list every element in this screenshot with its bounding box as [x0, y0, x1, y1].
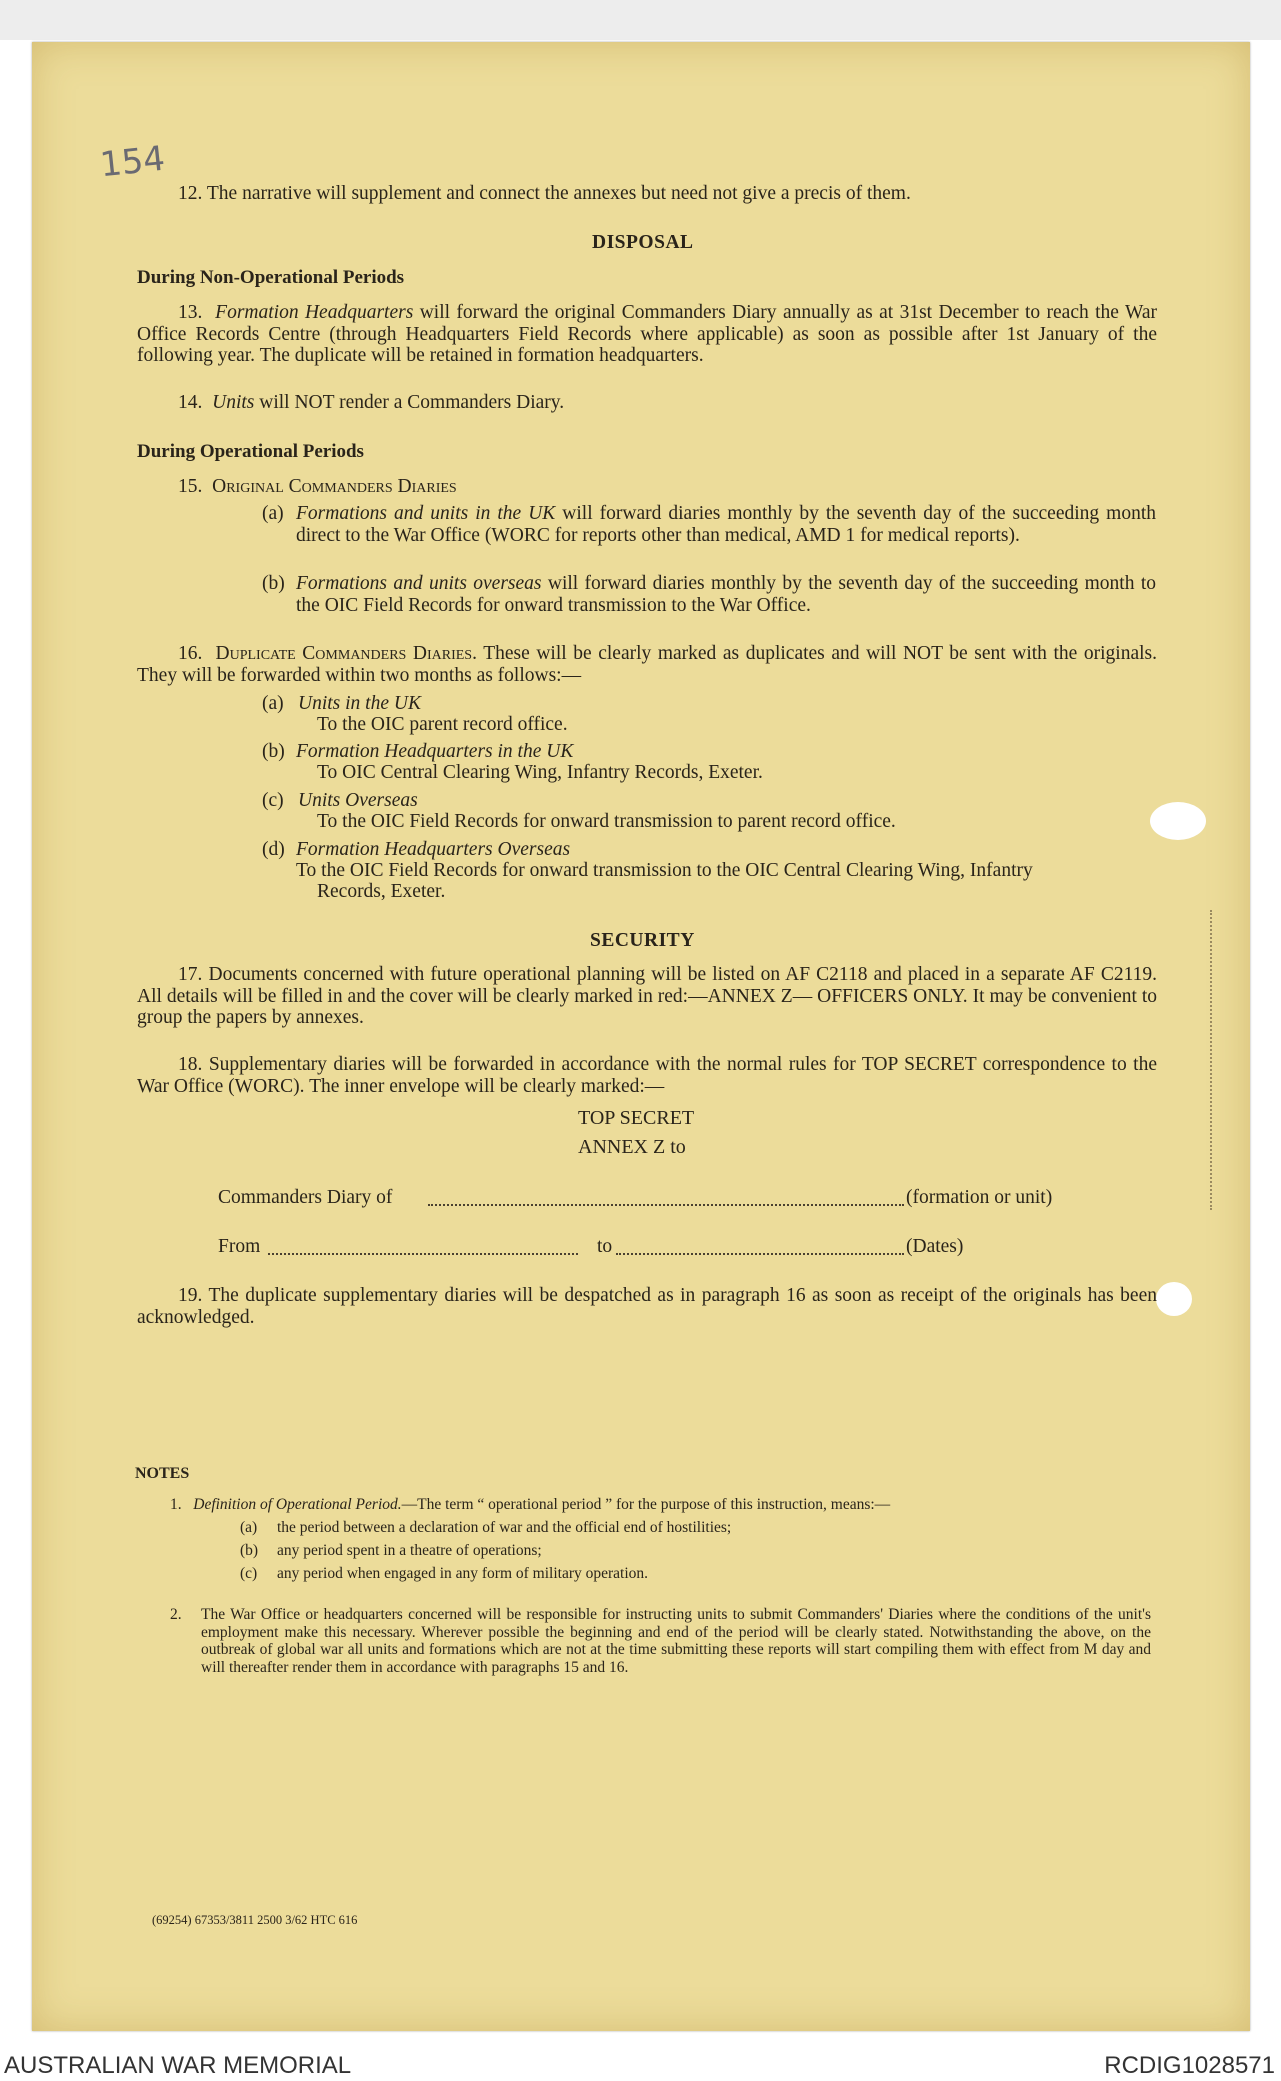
from-label: From	[218, 1236, 261, 1257]
to-label: to	[597, 1236, 613, 1257]
perforation-edge	[1210, 910, 1216, 1210]
para16-item-b-label: (b)	[262, 741, 285, 762]
paragraph-14: 14. Units will NOT render a Commanders Diary.	[178, 392, 565, 413]
notes-heading: NOTES	[135, 1465, 190, 1482]
para15-item-b-label: (b)	[262, 573, 285, 594]
paragraph-13: 13. Formation Headquarters will forward the original Commanders Diary annually as at 31st December to reach the War Office Records Centre (through Headquarters Field Records where applicable) as soon as possible after 1st January of the following year. The duplicate will be retained in formation headquarters.	[137, 302, 1157, 366]
para16-item-d-text-cont: Records, Exeter.	[317, 881, 446, 902]
paragraph-17: 17. Documents concerned with future operational planning will be listed on AF C2118 and placed in a separate AF C2119. All details will be filled in and the cover will be clearly marked in red:—ANNEX Z— OFFICERS ONLY. It may be convenient to group the papers by annexes.	[137, 964, 1157, 1028]
diary-of-dotted-line	[428, 1204, 904, 1206]
diary-of-label: Commanders Diary of	[218, 1187, 393, 1208]
note-1-item-b-label: (b)	[240, 1542, 259, 1559]
para15-item-a-label: (a)	[262, 503, 284, 524]
diary-of-suffix: (formation or unit)	[906, 1187, 1053, 1208]
dates-suffix: (Dates)	[906, 1236, 964, 1257]
para16-item-a-text: To the OIC parent record office.	[317, 714, 568, 735]
non-operational-heading: During Non-Operational Periods	[137, 267, 405, 288]
note-2-number: 2.	[170, 1606, 182, 1623]
para16-item-a-label: (a)	[262, 693, 284, 714]
print-code: (69254) 67353/3811 2500 3/62 HTC 616	[152, 1913, 358, 1927]
punch-hole-lower	[1156, 1282, 1192, 1316]
note-1-item-c-label: (c)	[240, 1565, 258, 1582]
para16-item-c-text: To the OIC Field Records for onward transmission to parent record office.	[317, 811, 896, 832]
para16-item-b-title: Formation Headquarters in the UK	[296, 741, 574, 762]
marking-top-secret: TOP SECRET	[578, 1107, 695, 1129]
paragraph-15-title: 15. Original Commanders Diaries	[178, 476, 457, 497]
para16-item-a-title: Units in the UK	[298, 693, 421, 714]
paragraph-18: 18. Supplementary diaries will be forwarded in accordance with the normal rules for TOP SECRET correspondence to the War Office (WORC). The inner envelope will be clearly marked:—	[137, 1054, 1157, 1097]
note-1-item-a: the period between a declaration of war and the official end of hostilities;	[277, 1519, 732, 1536]
para13-subject: Formation Headquarters	[215, 302, 414, 323]
para16-item-d-text: To the OIC Field Records for onward transmission to the OIC Central Clearing Wing, Infantry	[296, 860, 1033, 881]
to-dotted-line	[616, 1253, 904, 1255]
note-2: The War Office or headquarters concerned will be responsible for instructing units to submit Commanders' Diaries where the conditions of the unit's employment make this necessary. Wherever possible the beginning and end of the period will be clearly stated. Notwithstanding the above, on the outbreak of global war all units and formations which are not at the time submitting these reports will start compiling them with effect from M day and will thereafter render them in accordance with paragraphs 15 and 16.	[201, 1606, 1151, 1676]
archive-caption-left: AUSTRALIAN WAR MEMORIAL	[4, 2052, 352, 2079]
security-heading: SECURITY	[590, 930, 695, 951]
para16-item-c-title: Units Overseas	[298, 790, 418, 811]
paragraph-16: 16. Duplicate Commanders Diaries. These will be clearly marked as duplicates and will NOT be sent with the originals. They will be forwarded within two months as follows:—	[137, 643, 1158, 686]
para16-item-b-text: To OIC Central Clearing Wing, Infantry Records, Exeter.	[317, 762, 763, 783]
para16-item-d-label: (d)	[262, 839, 285, 860]
scan-top-band	[0, 0, 1281, 40]
marking-annex-z: ANNEX Z to	[578, 1136, 686, 1158]
handwritten-page-number: 154	[98, 138, 167, 186]
para16-item-d-title: Formation Headquarters Overseas	[296, 839, 571, 860]
disposal-heading: DISPOSAL	[592, 232, 694, 253]
punch-hole-upper	[1150, 802, 1206, 840]
paragraph-12: 12. The narrative will supplement and connect the annexes but need not give a precis of them.	[178, 183, 911, 204]
note-1-item-c: any period when engaged in any form of military operation.	[277, 1565, 649, 1582]
para16-item-c-label: (c)	[262, 790, 284, 811]
from-dotted-line	[268, 1253, 578, 1255]
note-1: 1. Definition of Operational Period.—The term “ operational period ” for the purpose of this instruction, means:—	[170, 1496, 891, 1513]
operational-heading: During Operational Periods	[137, 441, 364, 462]
para15-item-b: Formations and units overseas will forward diaries monthly by the seventh day of the succeeding month to the OIC Field Records for onward transmission to the War Office.	[296, 573, 1156, 616]
note-1-item-a-label: (a)	[240, 1519, 258, 1536]
note-1-item-b: any period spent in a theatre of operations;	[277, 1542, 542, 1559]
paragraph-19: 19. The duplicate supplementary diaries will be despatched as in paragraph 16 as soon as receipt of the originals has been acknowledged.	[137, 1285, 1157, 1328]
para15-item-a: Formations and units in the UK will forward diaries monthly by the seventh day of the succeeding month direct to the War Office (WORC for reports other than medical, AMD 1 for medical reports).	[296, 503, 1156, 546]
archive-caption-right: RCDIG1028571	[1104, 2052, 1275, 2079]
